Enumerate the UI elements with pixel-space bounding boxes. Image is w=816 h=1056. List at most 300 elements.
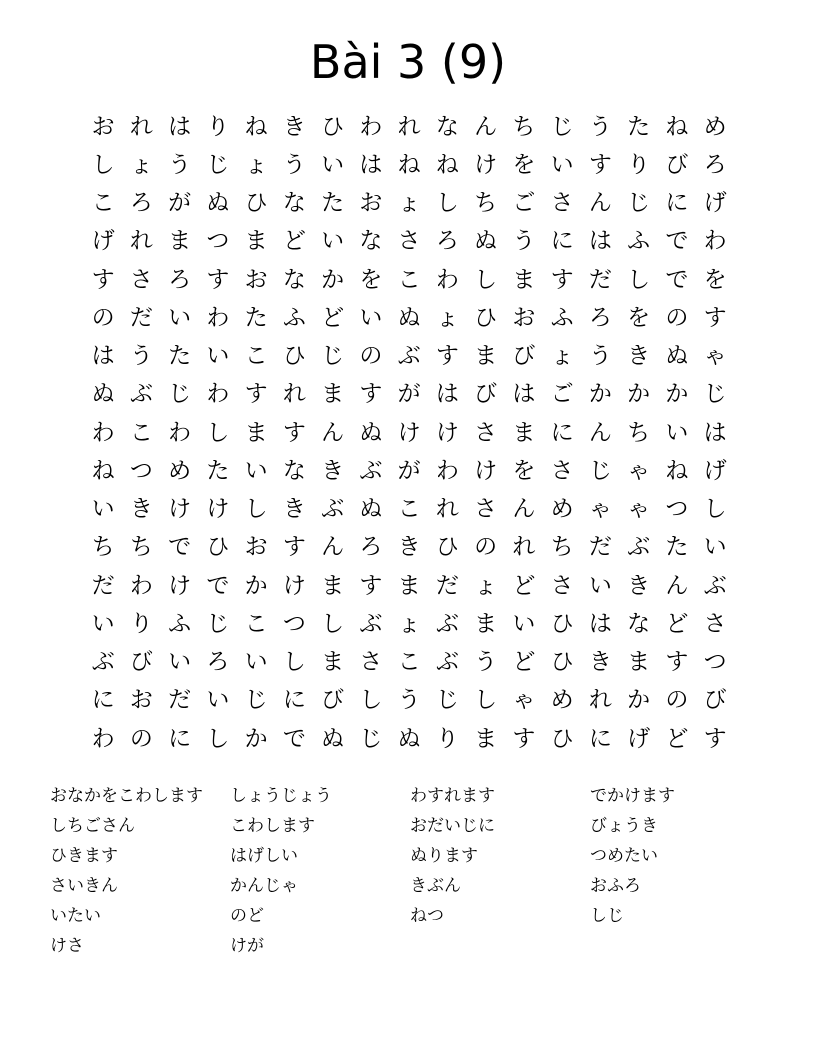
- grid-cell: き: [627, 343, 651, 370]
- grid-cell: ょ: [397, 610, 421, 637]
- grid-cell: た: [665, 534, 689, 561]
- grid-cell: ょ: [550, 343, 574, 370]
- grid-cell: き: [282, 113, 306, 140]
- grid-cell: い: [550, 151, 574, 178]
- grid-cell: げ: [703, 190, 727, 217]
- grid-cell: の: [474, 534, 498, 561]
- word-list-item: でかけます: [590, 785, 675, 806]
- grid-cell: ゃ: [627, 457, 651, 484]
- grid-cell: う: [168, 151, 192, 178]
- grid-cell: ご: [512, 190, 536, 217]
- grid-cell: い: [588, 572, 612, 599]
- grid-cell: ご: [550, 381, 574, 408]
- grid-cell: れ: [129, 228, 153, 255]
- grid-cell: で: [282, 725, 306, 752]
- grid-cell: の: [91, 304, 115, 331]
- grid-cell: ぬ: [359, 496, 383, 523]
- grid-cell: だ: [588, 534, 612, 561]
- grid-cell: す: [703, 725, 727, 752]
- grid-cell: ま: [321, 381, 345, 408]
- grid-cell: り: [206, 113, 230, 140]
- grid-cell: ち: [91, 534, 115, 561]
- grid-cell: け: [206, 496, 230, 523]
- grid-cell: ぶ: [321, 496, 345, 523]
- grid-cell: つ: [206, 228, 230, 255]
- grid-cell: ん: [588, 190, 612, 217]
- word-list-row: [50, 898, 770, 928]
- grid-cell: で: [206, 572, 230, 599]
- grid-cell: だ: [168, 687, 192, 714]
- grid-cell: し: [474, 266, 498, 293]
- grid-cell: つ: [703, 649, 727, 676]
- grid-cell: い: [244, 649, 268, 676]
- word-list-item: わすれます: [410, 785, 495, 806]
- grid-cell: ど: [665, 725, 689, 752]
- grid-cell: ど: [512, 649, 536, 676]
- grid-cell: し: [206, 419, 230, 446]
- grid-cell: ふ: [550, 304, 574, 331]
- grid-cell: ろ: [206, 649, 230, 676]
- grid-cell: ぶ: [435, 649, 459, 676]
- grid-cell: ね: [665, 457, 689, 484]
- grid-cell: こ: [244, 610, 268, 637]
- grid-cell: じ: [435, 687, 459, 714]
- grid-cell: ど: [512, 572, 536, 599]
- word-list-item: のど: [230, 905, 264, 926]
- grid-cell: ま: [321, 649, 345, 676]
- grid-cell: ろ: [588, 304, 612, 331]
- grid-cell: な: [627, 610, 651, 637]
- page-title: Bài 3 (9): [309, 35, 507, 89]
- grid-cell: し: [206, 725, 230, 752]
- grid-cell: し: [703, 496, 727, 523]
- grid-cell: い: [91, 610, 115, 637]
- grid-cell: こ: [397, 266, 421, 293]
- grid-cell: お: [91, 113, 115, 140]
- grid-cell: す: [91, 266, 115, 293]
- grid-cell: ど: [321, 304, 345, 331]
- grid-cell: さ: [129, 266, 153, 293]
- grid-cell: け: [474, 151, 498, 178]
- word-list-row: [50, 808, 770, 838]
- word-list-item: はげしい: [230, 845, 298, 866]
- grid-cell: ょ: [244, 151, 268, 178]
- grid-cell: ょ: [397, 190, 421, 217]
- grid-cell: な: [282, 457, 306, 484]
- grid-cell: ま: [397, 572, 421, 599]
- grid-cell: が: [397, 457, 421, 484]
- grid-cell: に: [168, 725, 192, 752]
- grid-cell: を: [627, 304, 651, 331]
- grid-cell: す: [550, 266, 574, 293]
- grid-cell: ぬ: [321, 725, 345, 752]
- grid-cell: り: [129, 610, 153, 637]
- grid-cell: う: [397, 687, 421, 714]
- grid-cell: た: [627, 113, 651, 140]
- word-list-item: びょうき: [590, 815, 658, 836]
- grid-cell: さ: [550, 457, 574, 484]
- grid-cell: い: [359, 304, 383, 331]
- grid-cell: ぶ: [627, 534, 651, 561]
- grid-cell: す: [282, 534, 306, 561]
- grid-cell: に: [665, 190, 689, 217]
- grid-cell: は: [168, 113, 192, 140]
- word-list-item: ひきます: [50, 845, 118, 866]
- grid-cell: は: [435, 381, 459, 408]
- grid-cell: ん: [321, 419, 345, 446]
- grid-cell: じ: [321, 343, 345, 370]
- word-list-item: けさ: [50, 935, 84, 956]
- grid-cell: か: [588, 381, 612, 408]
- word-list-item: ねつ: [410, 905, 444, 926]
- grid-cell: じ: [550, 113, 574, 140]
- grid-cell: お: [359, 190, 383, 217]
- grid-cell: び: [129, 649, 153, 676]
- grid-cell: い: [321, 228, 345, 255]
- grid-cell: す: [359, 572, 383, 599]
- grid-cell: す: [703, 304, 727, 331]
- word-list-item: しちごさん: [50, 815, 135, 836]
- grid-cell: し: [435, 190, 459, 217]
- grid-cell: わ: [435, 457, 459, 484]
- grid-cell: わ: [359, 113, 383, 140]
- grid-cell: ま: [168, 228, 192, 255]
- grid-cell: ひ: [321, 113, 345, 140]
- grid-cell: ち: [627, 419, 651, 446]
- grid-cell: ね: [397, 151, 421, 178]
- grid-cell: い: [91, 496, 115, 523]
- grid-cell: ち: [474, 190, 498, 217]
- grid-cell: か: [627, 687, 651, 714]
- grid-cell: わ: [91, 725, 115, 752]
- grid-cell: こ: [129, 419, 153, 446]
- grid-cell: ぬ: [474, 228, 498, 255]
- grid-cell: の: [359, 343, 383, 370]
- grid-cell: け: [168, 572, 192, 599]
- word-list-item: きぶん: [410, 875, 461, 896]
- grid-cell: ん: [512, 496, 536, 523]
- grid-cell: で: [665, 228, 689, 255]
- word-list-item: さいきん: [50, 875, 118, 896]
- grid-cell: お: [244, 266, 268, 293]
- grid-cell: は: [512, 381, 536, 408]
- grid-cell: は: [91, 343, 115, 370]
- grid-cell: ぶ: [435, 610, 459, 637]
- grid-cell: り: [435, 725, 459, 752]
- grid-cell: を: [512, 151, 536, 178]
- grid-cell: う: [588, 113, 612, 140]
- grid-cell: ろ: [703, 151, 727, 178]
- grid-cell: つ: [282, 610, 306, 637]
- word-search-grid: [84, 108, 734, 758]
- grid-cell: ど: [282, 228, 306, 255]
- grid-cell: ひ: [550, 610, 574, 637]
- grid-cell: か: [321, 266, 345, 293]
- grid-cell: お: [512, 304, 536, 331]
- grid-cell: す: [512, 725, 536, 752]
- grid-cell: だ: [91, 572, 115, 599]
- grid-cell: ん: [588, 419, 612, 446]
- grid-cell: ね: [435, 151, 459, 178]
- grid-cell: い: [244, 457, 268, 484]
- grid-cell: ま: [474, 343, 498, 370]
- word-list-item: こわします: [230, 815, 315, 836]
- grid-cell: で: [168, 534, 192, 561]
- grid-cell: ひ: [474, 304, 498, 331]
- grid-cell: ひ: [550, 725, 574, 752]
- grid-cell: ひ: [244, 190, 268, 217]
- grid-cell: ま: [321, 572, 345, 599]
- word-list-item: けが: [230, 935, 264, 956]
- grid-cell: き: [321, 457, 345, 484]
- grid-cell: い: [206, 343, 230, 370]
- grid-cell: に: [550, 419, 574, 446]
- grid-cell: げ: [703, 457, 727, 484]
- grid-cell: し: [91, 151, 115, 178]
- grid-cell: わ: [91, 419, 115, 446]
- word-list-item: いたい: [50, 905, 101, 926]
- grid-cell: き: [397, 534, 421, 561]
- grid-cell: さ: [550, 572, 574, 599]
- grid-cell: ゃ: [627, 496, 651, 523]
- word-list-row: [50, 838, 770, 868]
- grid-cell: に: [91, 687, 115, 714]
- grid-cell: ん: [321, 534, 345, 561]
- grid-cell: す: [665, 649, 689, 676]
- grid-cell: き: [588, 649, 612, 676]
- grid-cell: ょ: [129, 151, 153, 178]
- grid-cell: め: [168, 457, 192, 484]
- grid-cell: わ: [206, 381, 230, 408]
- grid-cell: い: [321, 151, 345, 178]
- grid-cell: し: [244, 496, 268, 523]
- grid-cell: こ: [397, 496, 421, 523]
- grid-cell: ま: [244, 228, 268, 255]
- grid-cell: た: [321, 190, 345, 217]
- grid-cell: ぬ: [397, 725, 421, 752]
- grid-cell: じ: [359, 725, 383, 752]
- grid-cell: ね: [665, 113, 689, 140]
- grid-cell: う: [512, 228, 536, 255]
- word-list-item: しじ: [590, 905, 624, 926]
- grid-cell: つ: [665, 496, 689, 523]
- grid-cell: を: [512, 457, 536, 484]
- grid-cell: ち: [512, 113, 536, 140]
- grid-cell: れ: [397, 113, 421, 140]
- grid-cell: ち: [550, 534, 574, 561]
- grid-cell: し: [321, 610, 345, 637]
- grid-cell: た: [168, 343, 192, 370]
- grid-cell: び: [321, 687, 345, 714]
- word-list-item: おなかをこわします: [50, 785, 203, 806]
- grid-cell: い: [703, 534, 727, 561]
- word-list-item: おだいじに: [410, 815, 495, 836]
- grid-cell: ぬ: [397, 304, 421, 331]
- grid-cell: す: [435, 343, 459, 370]
- grid-cell: び: [665, 151, 689, 178]
- grid-cell: な: [282, 266, 306, 293]
- grid-cell: う: [129, 343, 153, 370]
- grid-cell: だ: [129, 304, 153, 331]
- word-list-row: [50, 868, 770, 898]
- grid-cell: し: [359, 687, 383, 714]
- grid-cell: ま: [627, 649, 651, 676]
- grid-cell: ぶ: [91, 649, 115, 676]
- grid-cell: ん: [665, 572, 689, 599]
- grid-cell: ろ: [435, 228, 459, 255]
- grid-cell: い: [512, 610, 536, 637]
- grid-cell: お: [129, 687, 153, 714]
- grid-cell: け: [435, 419, 459, 446]
- grid-cell: ぬ: [206, 190, 230, 217]
- grid-cell: び: [512, 343, 536, 370]
- grid-cell: な: [359, 228, 383, 255]
- grid-cell: は: [588, 610, 612, 637]
- grid-cell: に: [588, 725, 612, 752]
- grid-cell: い: [665, 419, 689, 446]
- grid-cell: ね: [244, 113, 268, 140]
- grid-cell: の: [129, 725, 153, 752]
- word-list-item: しょうじょう: [230, 785, 332, 806]
- grid-cell: き: [129, 496, 153, 523]
- grid-cell: の: [665, 687, 689, 714]
- grid-cell: け: [168, 496, 192, 523]
- grid-cell: ひ: [550, 649, 574, 676]
- grid-cell: さ: [397, 228, 421, 255]
- grid-cell: は: [359, 151, 383, 178]
- grid-cell: な: [435, 113, 459, 140]
- grid-cell: わ: [206, 304, 230, 331]
- grid-cell: げ: [627, 725, 651, 752]
- grid-cell: わ: [435, 266, 459, 293]
- grid-cell: ち: [129, 534, 153, 561]
- grid-cell: さ: [474, 496, 498, 523]
- grid-cell: じ: [206, 610, 230, 637]
- word-list: [50, 778, 770, 958]
- grid-cell: じ: [168, 381, 192, 408]
- grid-cell: ふ: [168, 610, 192, 637]
- grid-cell: れ: [435, 496, 459, 523]
- grid-cell: ふ: [282, 304, 306, 331]
- grid-cell: じ: [206, 151, 230, 178]
- grid-cell: た: [206, 457, 230, 484]
- grid-cell: ふ: [627, 228, 651, 255]
- grid-cell: け: [397, 419, 421, 446]
- grid-cell: う: [282, 151, 306, 178]
- grid-cell: い: [168, 649, 192, 676]
- grid-cell: な: [282, 190, 306, 217]
- grid-cell: ま: [512, 266, 536, 293]
- grid-cell: き: [627, 572, 651, 599]
- grid-cell: さ: [359, 649, 383, 676]
- grid-cell: の: [665, 304, 689, 331]
- grid-cell: だ: [435, 572, 459, 599]
- grid-cell: が: [397, 381, 421, 408]
- grid-cell: を: [703, 266, 727, 293]
- grid-cell: は: [588, 228, 612, 255]
- grid-cell: お: [244, 534, 268, 561]
- word-list-item: ぬります: [410, 845, 478, 866]
- grid-cell: ま: [512, 419, 536, 446]
- grid-cell: け: [474, 457, 498, 484]
- grid-cell: す: [282, 419, 306, 446]
- grid-cell: ょ: [435, 304, 459, 331]
- grid-cell: め: [703, 113, 727, 140]
- grid-cell: き: [282, 496, 306, 523]
- grid-cell: す: [244, 381, 268, 408]
- grid-cell: う: [474, 649, 498, 676]
- word-list-item: おふろ: [590, 875, 641, 896]
- grid-cell: さ: [703, 610, 727, 637]
- grid-cell: ぬ: [359, 419, 383, 446]
- grid-cell: ろ: [168, 266, 192, 293]
- grid-cell: れ: [588, 687, 612, 714]
- grid-cell: に: [282, 687, 306, 714]
- grid-cell: ゃ: [512, 687, 536, 714]
- grid-cell: に: [550, 228, 574, 255]
- grid-cell: け: [282, 572, 306, 599]
- grid-cell: れ: [512, 534, 536, 561]
- grid-cell: び: [703, 687, 727, 714]
- grid-cell: だ: [588, 266, 612, 293]
- grid-cell: じ: [703, 381, 727, 408]
- grid-cell: ゃ: [703, 343, 727, 370]
- grid-cell: じ: [244, 687, 268, 714]
- grid-cell: す: [206, 266, 230, 293]
- grid-cell: じ: [588, 457, 612, 484]
- grid-cell: ま: [244, 419, 268, 446]
- grid-cell: は: [703, 419, 727, 446]
- grid-cell: ひ: [435, 534, 459, 561]
- grid-cell: つ: [129, 457, 153, 484]
- grid-cell: ぬ: [665, 343, 689, 370]
- grid-cell: ん: [474, 113, 498, 140]
- grid-cell: め: [550, 687, 574, 714]
- grid-cell: れ: [129, 113, 153, 140]
- grid-cell: い: [206, 687, 230, 714]
- grid-cell: ぶ: [359, 457, 383, 484]
- grid-cell: ぬ: [91, 381, 115, 408]
- grid-cell: が: [168, 190, 192, 217]
- grid-cell: ど: [665, 610, 689, 637]
- grid-cell: ぶ: [397, 343, 421, 370]
- grid-cell: じ: [627, 190, 651, 217]
- grid-cell: し: [282, 649, 306, 676]
- grid-cell: さ: [474, 419, 498, 446]
- grid-cell: か: [627, 381, 651, 408]
- grid-cell: ひ: [282, 343, 306, 370]
- grid-cell: で: [665, 266, 689, 293]
- grid-cell: こ: [244, 343, 268, 370]
- grid-cell: ま: [474, 725, 498, 752]
- grid-cell: れ: [282, 381, 306, 408]
- grid-cell: わ: [168, 419, 192, 446]
- grid-cell: こ: [91, 190, 115, 217]
- grid-cell: ひ: [206, 534, 230, 561]
- grid-cell: こ: [397, 649, 421, 676]
- grid-cell: ょ: [474, 572, 498, 599]
- word-list-item: かんじゃ: [230, 875, 298, 896]
- grid-cell: ぶ: [359, 610, 383, 637]
- grid-cell: ま: [474, 610, 498, 637]
- grid-cell: さ: [550, 190, 574, 217]
- word-list-item: つめたい: [590, 845, 658, 866]
- grid-cell: ぶ: [703, 572, 727, 599]
- grid-cell: た: [244, 304, 268, 331]
- grid-cell: わ: [703, 228, 727, 255]
- grid-cell: を: [359, 266, 383, 293]
- word-list-row: [50, 778, 770, 808]
